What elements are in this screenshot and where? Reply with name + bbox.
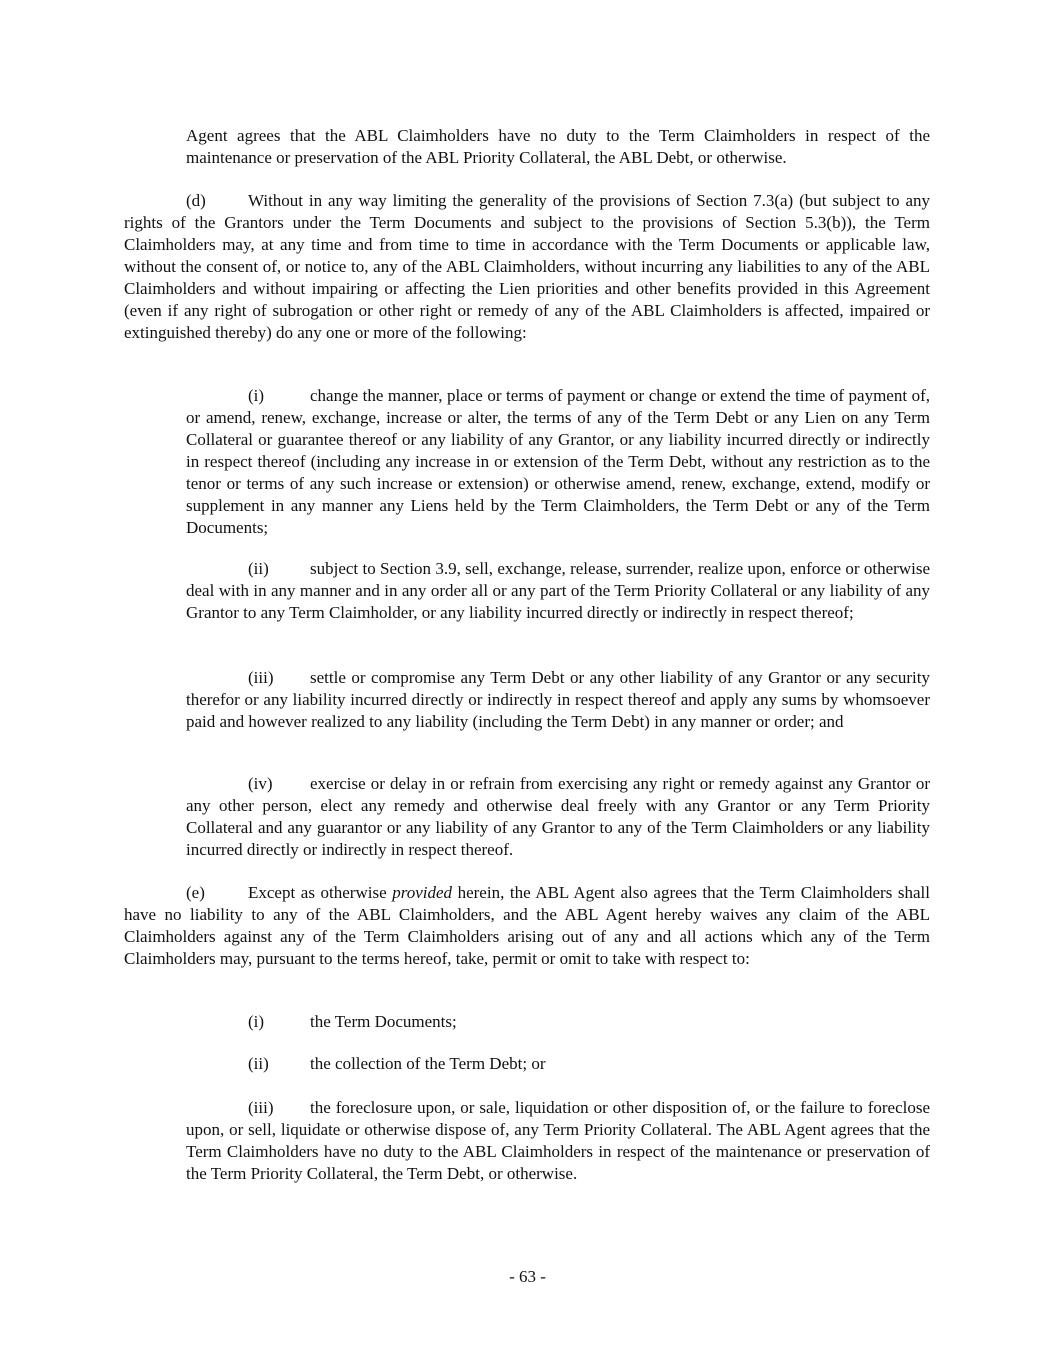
item-label: (iii)	[248, 668, 274, 687]
item-text: settle or compromise any Term Debt or any other liability of any Grantor or any security therefor or any liability incurred directly or indirectly in respect thereof and apply any sums by whomsoever paid and however realized to any liability (including the Term Debt) in any manner or order; and	[186, 668, 930, 731]
item-text: the foreclosure upon, or sale, liquidation or other disposition of, or the failure to foreclose upon, or sell, liquidate or otherwise dispose of, any Term Priority Collateral. The ABL Agent agrees that the Term Claimholders have no duty to the ABL Claimholders in respect of the maintenance or preservation of the Term Priority Collateral, the Term Debt, or otherwise.	[186, 1098, 930, 1183]
paragraph-d-item-i	[186, 385, 930, 539]
item-label: (ii)	[248, 1054, 269, 1073]
item-label: (ii)	[248, 559, 269, 578]
paragraph-d-item-iii	[186, 667, 930, 733]
paragraph-d	[124, 190, 930, 344]
item-label: (i)	[248, 1012, 265, 1031]
paragraph-d-label: (d)	[186, 191, 206, 210]
paragraph-e-italic: provided	[392, 883, 453, 902]
item-text: the Term Documents;	[310, 1012, 457, 1031]
paragraph-d-item-iv	[186, 773, 930, 861]
item-label: (iv)	[248, 774, 273, 793]
paragraph-e-text-after: herein, the ABL Agent also agrees that the Term Claimholders shall have no liability to any of the ABL Claimholders, and the ABL Agent hereby waives any claim of the ABL Claimholders against any of the Term Claimholders arising out of any and all actions which any of the Term Claimholders may, pursuant to the terms hereof, take, permit or omit to take with respect to:	[124, 883, 931, 968]
paragraph-e	[124, 882, 930, 970]
item-text: subject to Section 3.9, sell, exchange, release, surrender, realize upon, enforce or otherwise deal with in any manner and in any order all or any part of the Term Priority Collateral or any liability of any Grantor to any Term Claimholder, or any liability incurred directly or indirectly in respect thereof;	[186, 559, 930, 622]
item-text: exercise or delay in or refrain from exercising any right or remedy against any Grantor or any other person, elect any remedy and otherwise deal freely with any Grantor or any Term Priority Collateral and any guarantor or any liability of any Grantor to any of the Term Claimholders or any liability incurred directly or indirectly in respect thereof.	[186, 774, 930, 859]
item-text: change the manner, place or terms of payment or change or extend the time of payment of, or amend, renew, exchange, increase or alter, the terms of any of the Term Debt or any Lien on any Term Collateral or guarantee thereof or any liability of any Grantor, or any liability incurred directly or indirectly in respect thereof (including any increase in or extension of the Term Debt, without any restriction as to the tenor or terms of any such increase or extension) or otherwise amend, renew, exchange, extend, modify or supplement in any manner any Liens held by the Term Claimholders, the Term Debt or any of the Term Documents;	[186, 386, 930, 537]
paragraph-d-text: Without in any way limiting the generality of the provisions of Section 7.3(a) (but subject to any rights of the Grantors under the Term Documents and subject to the provisions of Section 5.3(b)), the Term Claimholders may, at any time and from time to time in accordance with the Term Documents or applicable law, without the consent of, or notice to, any of the ABL Claimholders, without incurring any liabilities to any of the ABL Claimholders and without impairing or affecting the Lien priorities and other benefits provided in this Agreement (even if any right of subrogation or other right or remedy of any of the ABL Claimholders is affected, impaired or extinguished thereby) do any one or more of the following:	[124, 191, 930, 342]
item-label: (i)	[248, 386, 265, 405]
page-number: - 63 -	[509, 1267, 546, 1286]
paragraph-d-item-ii	[186, 558, 930, 624]
item-label: (iii)	[248, 1098, 274, 1117]
paragraph-e-item-iii	[186, 1097, 930, 1185]
carry-over-paragraph: Agent agrees that the ABL Claimholders have no duty to the Term Claimholders in respect of the maintenance or preservation of the ABL Priority Collateral, the ABL Debt, or otherwise.	[186, 126, 930, 167]
paragraph-e-label: (e)	[186, 883, 205, 902]
paragraph-e-text-before: Except as otherwise	[248, 883, 393, 902]
item-text: the collection of the Term Debt; or	[310, 1054, 546, 1073]
